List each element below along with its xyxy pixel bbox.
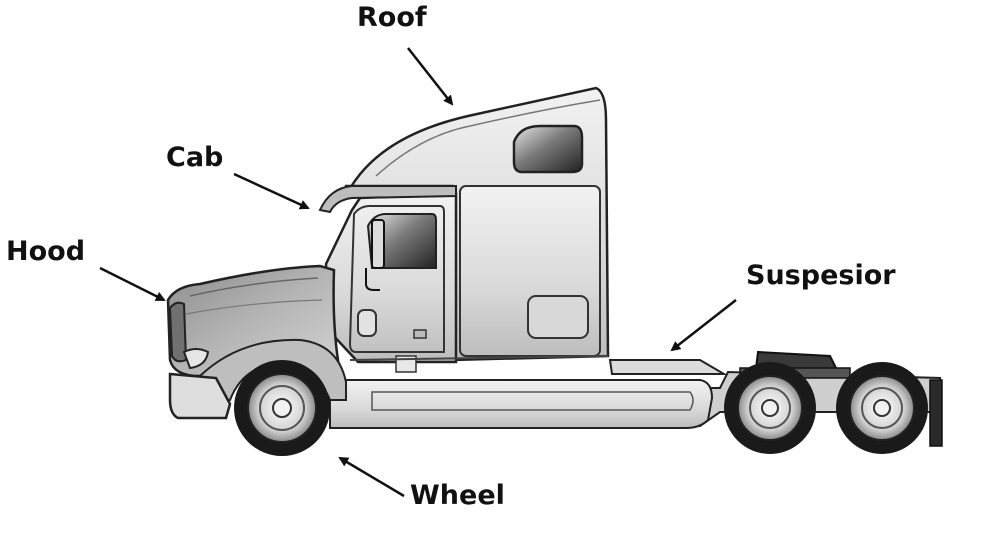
label-cab: Cab — [166, 142, 224, 173]
label-suspension: Suspesior — [746, 260, 896, 291]
label-wheel: Wheel — [410, 480, 505, 511]
front-wheel — [234, 360, 330, 456]
cab-body — [320, 88, 608, 372]
wheel-arrow — [340, 458, 404, 496]
roof-arrow — [408, 48, 452, 104]
hood-arrow — [100, 268, 164, 300]
cab-arrow — [234, 174, 308, 208]
rear-wheel-2 — [836, 362, 928, 454]
label-hood: Hood — [6, 236, 86, 267]
label-roof: Roof — [357, 2, 427, 33]
mud-flap — [930, 380, 942, 446]
rear-wheel-1 — [724, 362, 816, 454]
suspension-arrow — [672, 300, 736, 350]
fuel-tank — [330, 380, 712, 428]
